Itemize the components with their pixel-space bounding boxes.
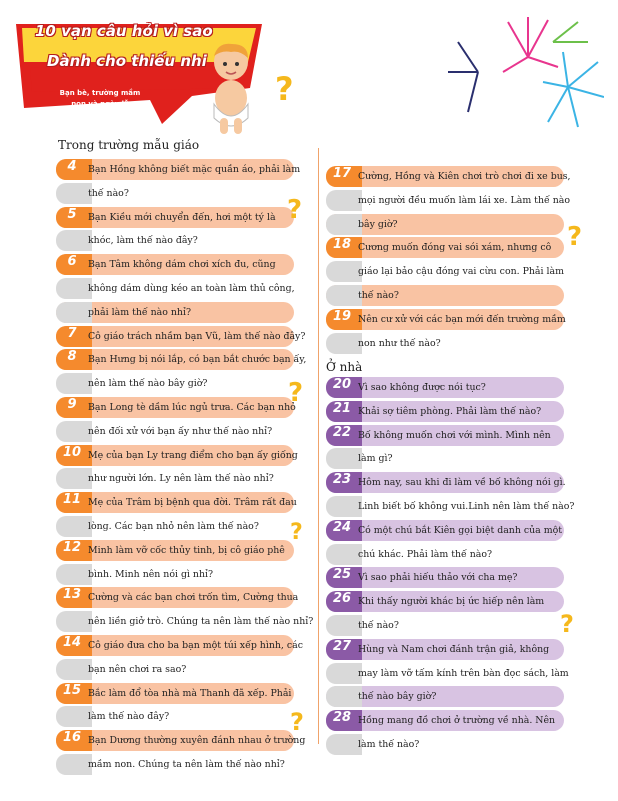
subtitle: Bạn bè, trường mầm non và ngày lễ: [59, 89, 141, 108]
question-number: 16: [62, 730, 82, 746]
question-text: Linh biết bố không vui.Linh nên làm thế nào?: [358, 500, 575, 512]
right-section-title: Ở nhà: [326, 360, 363, 374]
question-number: 28: [332, 710, 352, 726]
question-text: bây giờ?: [358, 218, 398, 230]
line-marker: [56, 421, 92, 442]
line-marker: [326, 663, 362, 684]
question-text: nên làm thế nào bây giờ?: [88, 378, 208, 390]
question-number: 27: [332, 638, 352, 654]
question-number: 5: [67, 206, 77, 222]
line-marker: [56, 373, 92, 394]
question-text: Cường, Hồng và Kiên chơi trò chơi đi xe bus,: [358, 171, 571, 182]
line-marker: [56, 278, 92, 299]
question-text: may làm vỡ tấm kính trên bàn đọc sách, làm: [358, 667, 569, 679]
line-marker: [56, 468, 92, 489]
question-text: Nên cư xử với các bạn mới đến trường mầm: [358, 313, 566, 325]
question-text: Bạn Tâm không dám chơi xích đu, cũng: [88, 259, 276, 271]
question-text: Bạn Hồng không biết mặc quần áo, phải làm: [88, 164, 301, 175]
question-text: Khải sợ tiêm phòng. Phải làm thế nào?: [358, 405, 542, 417]
question-text: Bạn Dương thường xuyên đánh nhau ở trường: [88, 735, 306, 747]
question-number: 10: [62, 444, 82, 460]
question-text: Hùng và Nam chơi đánh trận giả, không: [358, 643, 550, 655]
line-marker: [326, 448, 362, 469]
question-number: 13: [62, 587, 82, 603]
left-section-title: Trong trường mẫu giáo: [58, 138, 200, 152]
line-marker: [56, 230, 92, 251]
question-number: 15: [62, 682, 82, 698]
line-marker: [326, 615, 362, 636]
question-text: Bạn Long tè dầm lúc ngủ trưa. Các bạn nhỏ: [88, 402, 296, 413]
question-text: chú khác. Phải làm thế nào?: [358, 548, 493, 560]
question-number: 14: [62, 635, 82, 650]
question-mark-icon: ?: [290, 520, 303, 545]
question-number: 7: [67, 325, 77, 341]
question-number: 9: [67, 397, 77, 412]
fireworks-illustration: [448, 12, 604, 136]
question-number: 8: [67, 349, 77, 365]
question-number: 11: [62, 492, 82, 508]
question-text: Bố không muốn chơi với mình. Mình nên: [358, 429, 551, 441]
question-number: 6: [67, 254, 77, 270]
child-illustration: [196, 38, 266, 138]
question-text: Vì sao phải hiếu thảo với cha mẹ?: [358, 572, 518, 584]
line-marker: [56, 302, 92, 323]
question-number: 22: [332, 424, 352, 440]
line-marker: [56, 564, 92, 585]
question-number: 17: [332, 166, 352, 181]
line-marker: [326, 734, 362, 755]
question-number: 12: [62, 539, 82, 555]
question-text: làm thế nào đây?: [88, 711, 170, 723]
question-number: 25: [332, 567, 352, 583]
question-number: 4: [67, 159, 77, 174]
question-text: bình. Minh nên nói gì nhỉ?: [88, 568, 214, 580]
line-marker: [56, 706, 92, 727]
question-text: Khi thấy người khác bị ức hiếp nên làm: [358, 596, 545, 608]
question-text: lòng. Các bạn nhỏ nên làm thế nào?: [88, 520, 259, 532]
question-text: Mẹ của Trâm bị bệnh qua đời. Trâm rất đau: [88, 497, 297, 509]
question-text: bạn nên chơi ra sao?: [88, 663, 187, 675]
line-marker: [56, 754, 92, 775]
question-text: Bắc làm đổ tòa nhà mà Thanh đã xếp. Phải: [88, 687, 292, 699]
left-column: [56, 158, 314, 770]
question-mark-icon: ?: [567, 222, 583, 252]
right-column-school: [326, 165, 571, 357]
question-number: 21: [332, 400, 352, 416]
question-text: như người lớn. Ly nên làm thế nào nhỉ?: [88, 473, 274, 485]
question-text: thế nào bây giờ?: [358, 691, 437, 703]
question-mark-icon: ?: [560, 610, 574, 638]
question-text: nên đối xử với bạn ấy như thế nào nhỉ?: [88, 425, 273, 437]
question-number: 23: [332, 472, 352, 488]
question-text: Cường và các bạn chơi trốn tìm, Cường thua: [88, 592, 299, 604]
question-text: Cô giáo đưa cho ba bạn một túi xếp hình, các: [88, 640, 303, 651]
question-mark-icon: ?: [288, 378, 304, 408]
line-marker: [326, 686, 362, 707]
line-marker: [326, 214, 362, 235]
question-text: non như thế nào?: [358, 337, 441, 349]
question-text: làm gì?: [358, 453, 393, 465]
question-mark-icon: ?: [290, 708, 304, 736]
question-number: 18: [332, 237, 352, 253]
question-text: nên liền giở trò. Chúng ta nên làm thế nào nhỉ?: [88, 616, 314, 628]
question-text: mầm non. Chúng ta nên làm thế nào nhỉ?: [88, 758, 285, 770]
line-marker: [326, 333, 362, 354]
question-text: Vì sao không được nói tục?: [358, 382, 486, 393]
question-number: 19: [332, 308, 352, 324]
line-marker: [56, 611, 92, 632]
question-number: 26: [332, 591, 352, 607]
line-marker: [326, 544, 362, 565]
question-text: Mẹ của bạn Ly trang điểm cho bạn ấy giống: [88, 449, 298, 461]
question-text: không dám dùng kéo an toàn làm thủ công,: [88, 282, 295, 294]
line-marker: [326, 261, 362, 282]
line-marker: [56, 183, 92, 204]
question-text: phải làm thế nào nhỉ?: [88, 306, 191, 318]
question-text: làm thế nào?: [358, 738, 420, 750]
question-text: Có một chú bắt Kiên gọi biệt danh của một: [358, 524, 563, 536]
question-text: Bạn Hưng bị nói lắp, có bạn bắt chước bạn ấy,: [88, 354, 307, 366]
question-mark-icon: ?: [287, 195, 303, 225]
question-text: Hôm nay, sau khi đi làm về bố không nói gì.: [358, 477, 566, 489]
question-text: thế nào?: [88, 187, 129, 199]
question-text: thế nào?: [358, 289, 399, 301]
question-text: Cương muốn đóng vai sói xám, nhưng cô: [358, 242, 552, 254]
title-line-2: Dành cho thiếu nhi: [47, 52, 207, 70]
right-column-home: [326, 376, 575, 750]
question-text: thế nào?: [358, 619, 399, 631]
question-text: mọi người đều muốn làm lái xe. Làm thế nào: [358, 194, 571, 206]
line-marker: [326, 285, 362, 306]
question-text: Bạn Kiều mới chuyển đến, hơi một tý là: [88, 211, 276, 223]
question-number: 20: [332, 377, 352, 392]
question-number: 24: [332, 519, 352, 535]
question-mark-icon: ?: [275, 70, 294, 108]
column-divider: [318, 148, 319, 744]
line-marker: [326, 496, 362, 517]
question-text: Minh làm vỡ cốc thủy tinh, bị cô giáo phê: [88, 544, 285, 556]
question-text: Hồng mang đồ chơi ở trường về nhà. Nên: [358, 715, 556, 727]
question-text: Cô giáo trách nhầm bạn Vũ, làm thế nào đây?: [88, 330, 306, 342]
line-marker: [56, 516, 92, 537]
question-text: khóc, làm thế nào đây?: [88, 235, 198, 247]
line-marker: [326, 190, 362, 211]
title-line-1: 10 vạn câu hỏi vì sao: [35, 22, 213, 40]
line-marker: [56, 659, 92, 680]
question-text: giáo lại bảo cậu đóng vai cừu con. Phải làm: [358, 266, 564, 278]
